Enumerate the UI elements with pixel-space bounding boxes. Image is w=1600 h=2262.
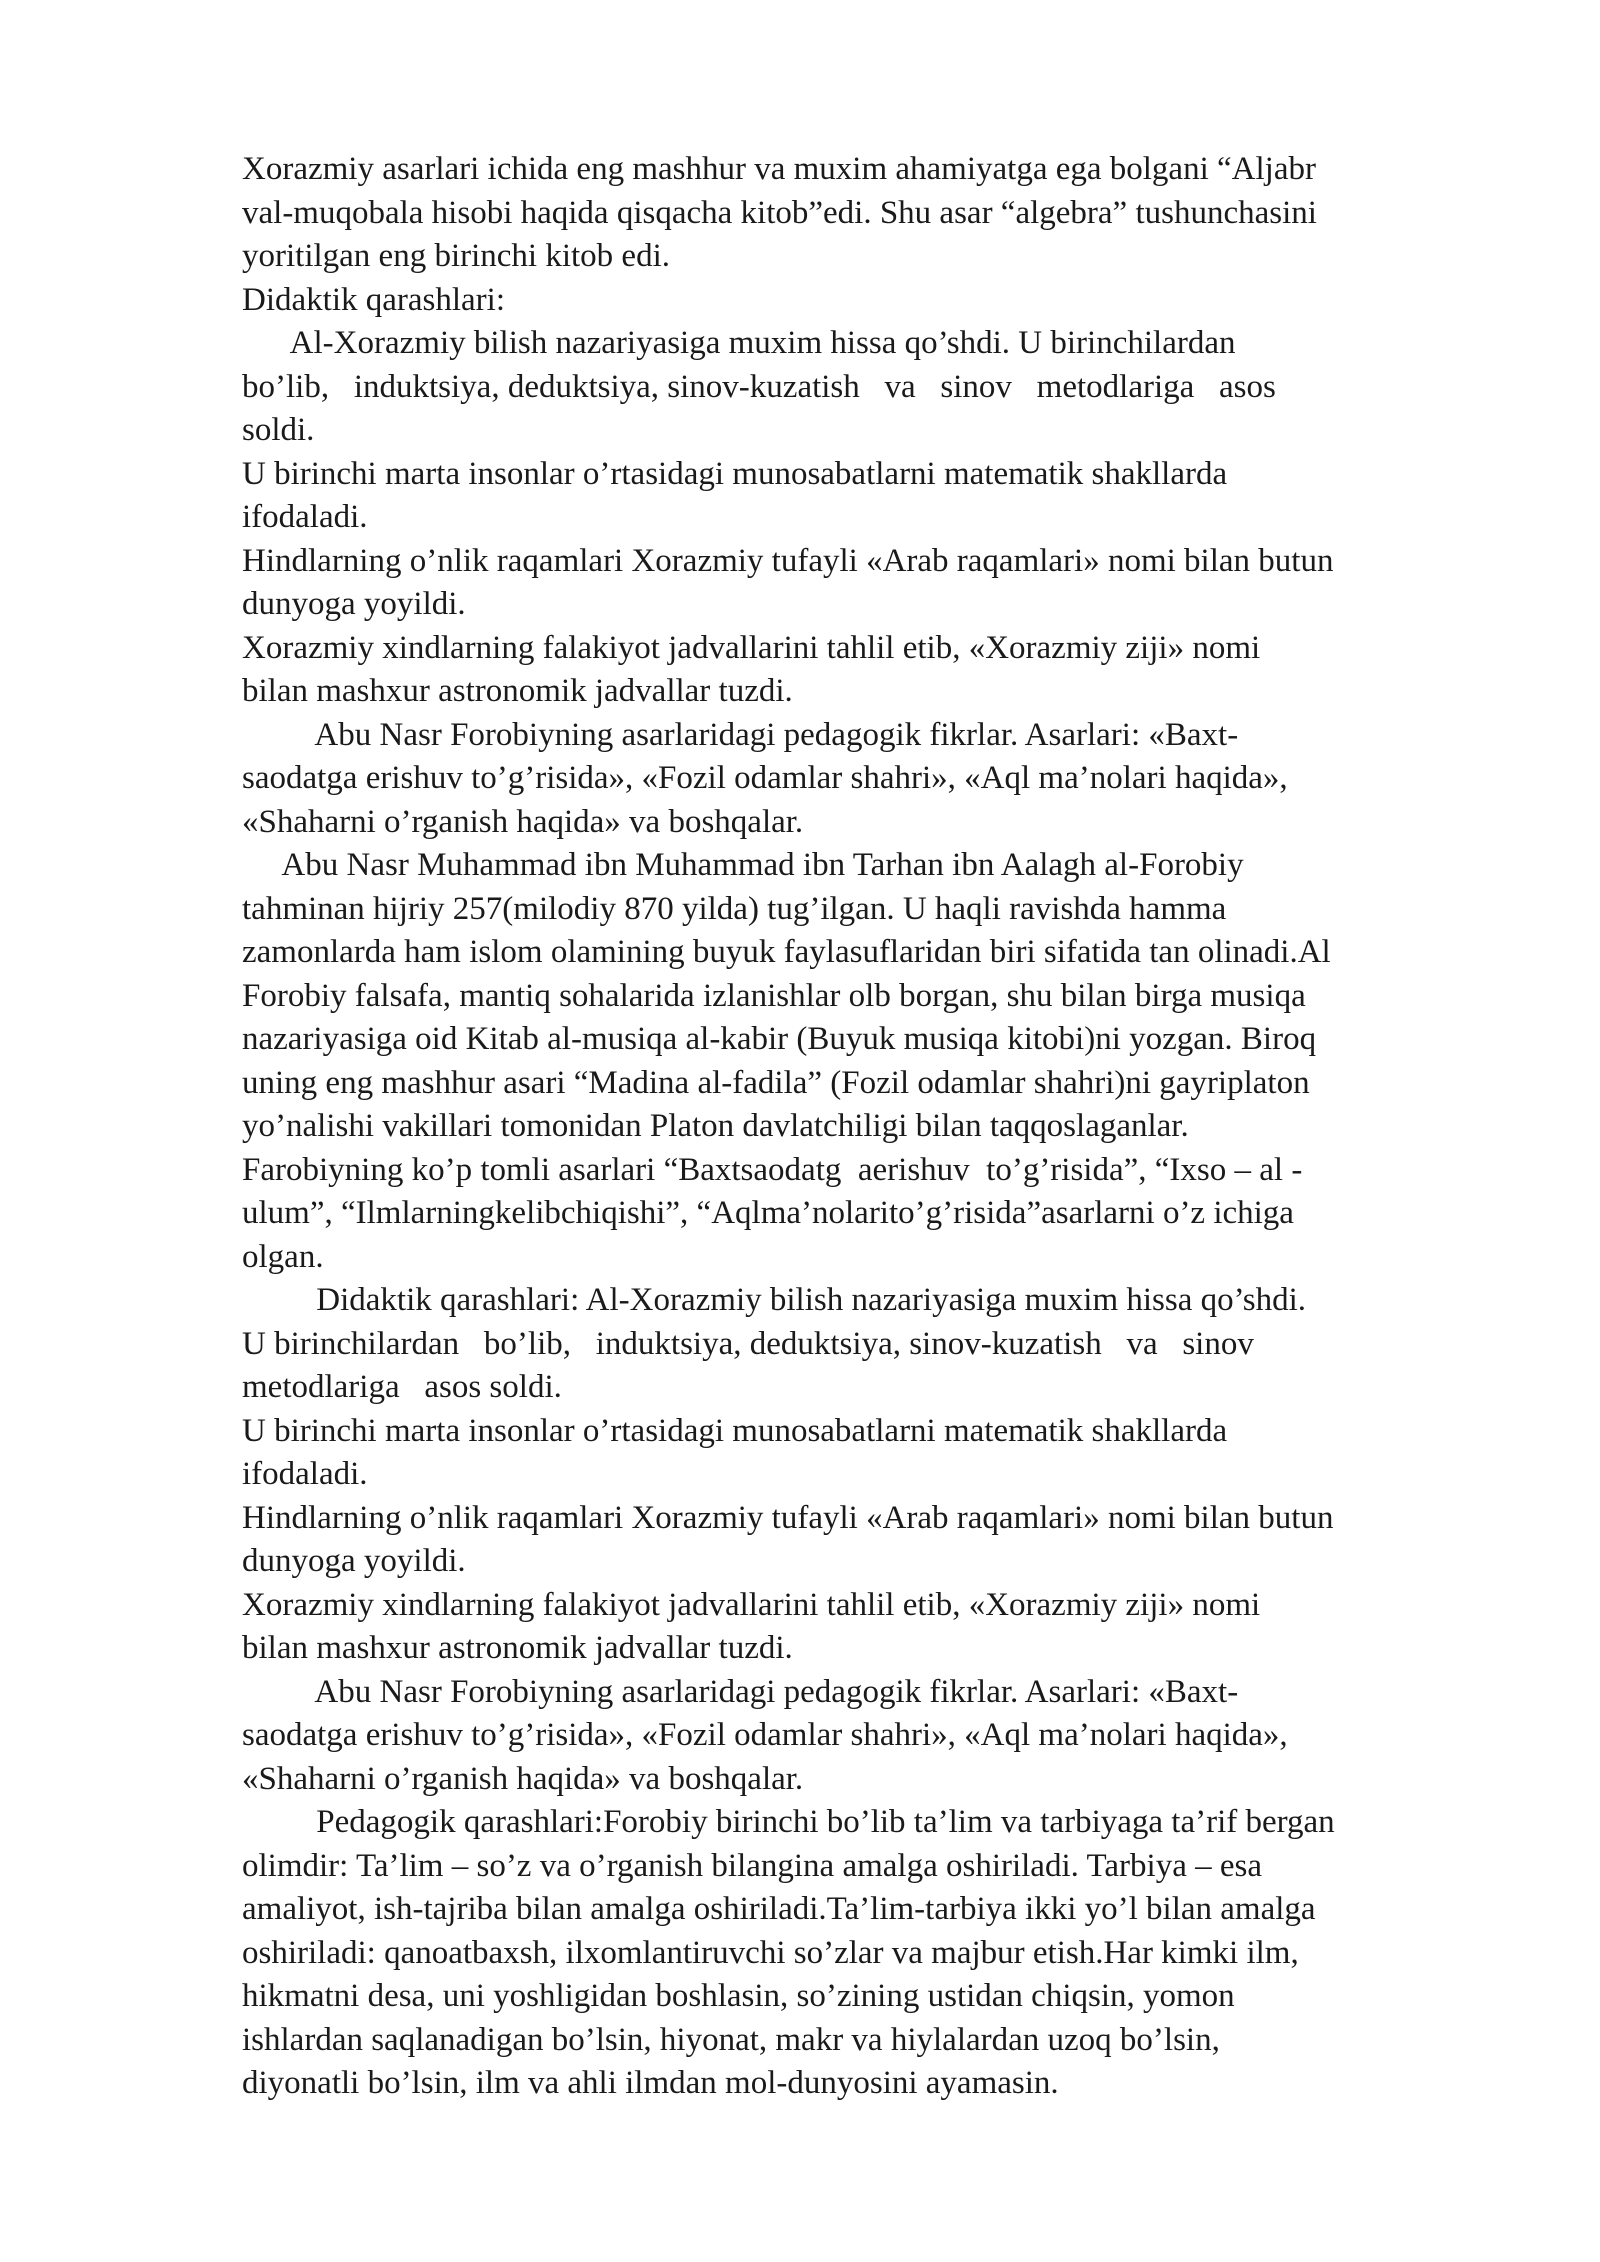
text-line: uning eng mashhur asari “Madina al-fadila” (Fozil odamlar shahri)ni gayriplaton (242, 1064, 1310, 1101)
text-line: Abu Nasr Forobiyning asarlaridagi pedagogik fikrlar. Asarlari: «Baxt- (242, 1673, 1239, 1710)
text-line: Xorazmiy xindlarning falakiyot jadvallarini tahlil etib, «Xorazmiy ziji» nomi (242, 629, 1261, 666)
text-line: ifodaladi. (242, 1456, 368, 1492)
text-line: oshiriladi: qanoatbaxsh, ilxomlantiruvchi so’zlar va majbur etish.Har kimki ilm, (242, 1934, 1299, 1971)
text-line: amaliyot, ish-tajriba bilan amalga oshiriladi.Ta’lim-tarbiya ikki yo’l bilan amalga (242, 1891, 1316, 1927)
text-line: bo’lib, induktsiya, deduktsiya, sinov-kuzatish va sinov metodlariga asos (242, 368, 1276, 405)
text-line: Didaktik qarashlari: (242, 281, 506, 318)
text-line: U birinchi marta insonlar o’rtasidagi munosabatlarni matematik shakllarda (242, 455, 1228, 492)
text-line: ulum”, “Ilmlarningkelibchiqishi”, “Aqlma’nolarito’g’risida”asarlarni o’z ichiga (242, 1195, 1294, 1231)
text-line: Abu Nasr Muhammad ibn Muhammad ibn Tarhan ibn Aalagh al-Forobiy (242, 847, 1244, 883)
text-line: Al-Xorazmiy bilish nazariyasiga muxim hissa qo’shdi. U birinchilardan (242, 325, 1236, 361)
text-line: Abu Nasr Forobiyning asarlaridagi pedagogik fikrlar. Asarlari: «Baxt- (242, 716, 1239, 753)
text-line: val-muqobala hisobi haqida qisqacha kitob”edi. Shu asar “algebra” tushunchasini (242, 194, 1317, 231)
text-line: yoritilgan eng birinchi kitob edi. (242, 238, 671, 274)
text-line: diyonatli bo’lsin, ilm va ahli ilmdan mol-dunyosini ayamasin. (242, 2065, 1059, 2101)
text-line: soldi. (242, 412, 315, 448)
text-line: olimdir: Ta’lim – so’z va o’rganish bilangina amalga oshiriladi. Tarbiya – esa (242, 1847, 1262, 1884)
text-line: saodatga erishuv to’g’risida», «Fozil odamlar shahri», «Aql ma’nolari haqida», (242, 1717, 1288, 1753)
text-line: ishlardan saqlanadigan bo’lsin, hiyonat, makr va hiylalardan uzoq bo’lsin, (242, 2021, 1220, 2058)
text-line: Farobiyning ko’p tomli asarlari “Baxtsaodatg aerishuv to’g’risida”, “Ixso – al - (242, 1151, 1303, 1188)
text-line: «Shaharni o’rganish haqida» va boshqalar. (242, 803, 804, 840)
text-line: Hindlarning o’nlik raqamlari Xorazmiy tufayli «Arab raqamlari» nomi bilan butun (242, 1499, 1334, 1536)
text-line: saodatga erishuv to’g’risida», «Fozil odamlar shahri», «Aql ma’nolari haqida», (242, 760, 1288, 796)
text-line: Didaktik qarashlari: Al-Xorazmiy bilish nazariyasiga muxim hissa qo’shdi. (242, 1282, 1307, 1318)
text-line: Hindlarning o’nlik raqamlari Xorazmiy tufayli «Arab raqamlari» nomi bilan butun (242, 542, 1334, 579)
text-line: dunyoga yoyildi. (242, 586, 466, 622)
text-line: bilan mashxur astronomik jadvallar tuzdi. (242, 1630, 793, 1666)
text-line: U birinchi marta insonlar o’rtasidagi munosabatlarni matematik shakllarda (242, 1412, 1228, 1449)
text-line: «Shaharni o’rganish haqida» va boshqalar. (242, 1760, 804, 1797)
text-line: zamonlarda ham islom olamining buyuk faylasuflaridan biri sifatida tan olinadi.Al (242, 934, 1331, 970)
text-line: dunyoga yoyildi. (242, 1543, 466, 1579)
text-line: ifodaladi. (242, 499, 368, 535)
text-line: bilan mashxur astronomik jadvallar tuzdi. (242, 673, 793, 709)
text-line: U birinchilardan bo’lib, induktsiya, deduktsiya, sinov-kuzatish va sinov (242, 1325, 1254, 1362)
text-line: nazariyasiga oid Kitab al-musiqa al-kabir (Buyuk musiqa kitobi)ni yozgan. Biroq (242, 1021, 1317, 1057)
text-line: hikmatni desa, uni yoshligidan boshlasin, so’zining ustidan chiqsin, yomon (242, 1978, 1235, 2014)
document-body (242, 148, 1522, 2106)
text-line: Pedagogik qarashlari:Forobiy birinchi bo’lib ta’lim va tarbiyaga ta’rif bergan (242, 1804, 1335, 1840)
text-line: Xorazmiy asarlari ichida eng mashhur va muxim ahamiyatga ega bolgani “Aljabr (242, 151, 1316, 187)
text-line: Forobiy falsafa, mantiq sohalarida izlanishlar olb borgan, shu bilan birga musiqa (242, 977, 1306, 1014)
text-line: yo’nalishi vakillari tomonidan Platon davlatchiligi bilan taqqoslaganlar. (242, 1108, 1189, 1144)
text-line: tahminan hijriy 257(milodiy 870 yilda) tug’ilgan. U haqli ravishda hamma (242, 890, 1227, 927)
text-line: olgan. (242, 1238, 324, 1275)
text-line: metodlariga asos soldi. (242, 1369, 562, 1405)
text-line: Xorazmiy xindlarning falakiyot jadvallarini tahlil etib, «Xorazmiy ziji» nomi (242, 1586, 1261, 1623)
